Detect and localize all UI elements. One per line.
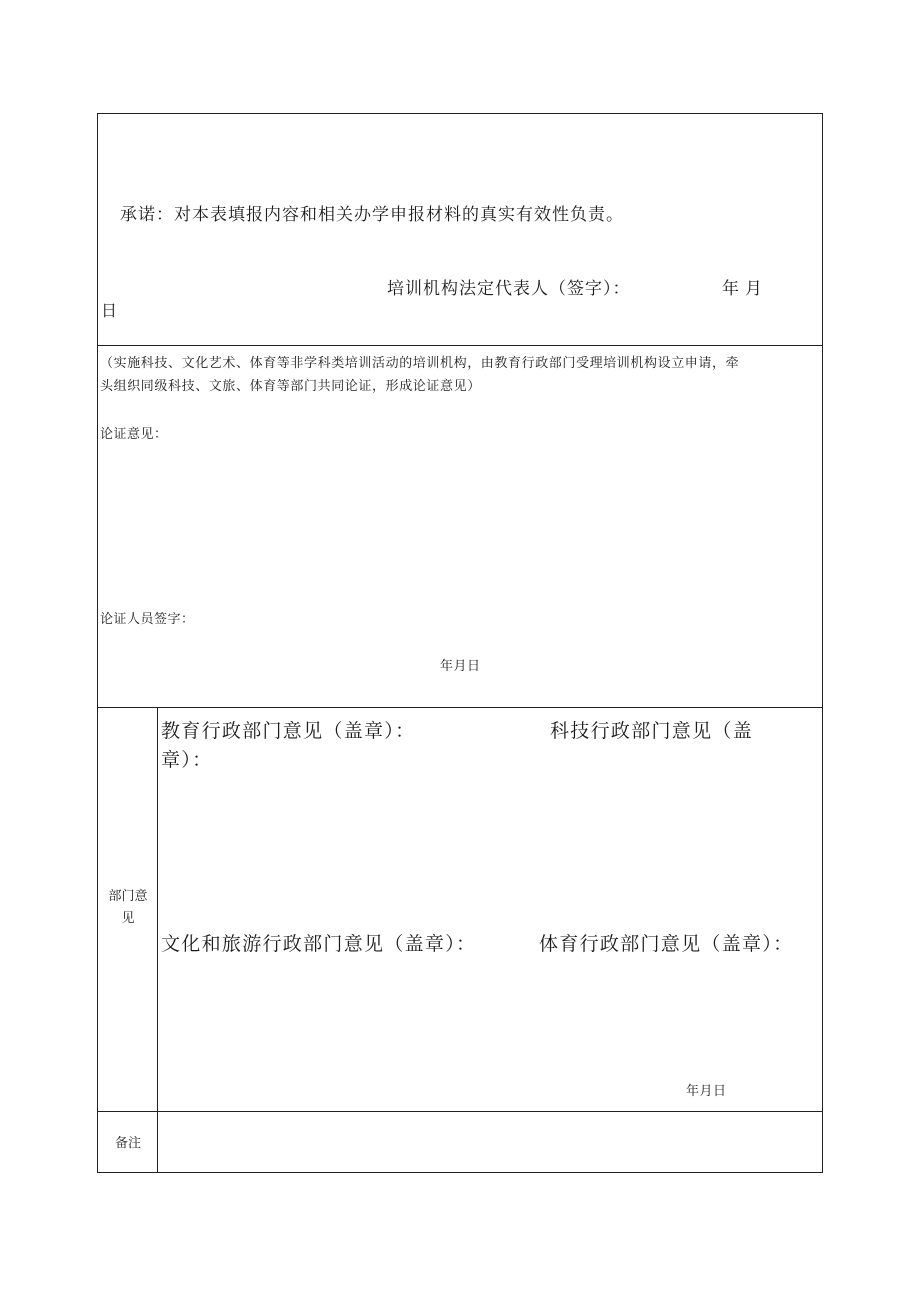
reviewer-signature-label: 论证人员签字：	[100, 612, 195, 627]
education-department-opinion-label: 教育行政部门意见（盖章）：	[161, 720, 416, 742]
culture-tourism-department-opinion-label: 文化和旅游行政部门意见（盖章）：	[161, 933, 477, 955]
review-opinion-label: 论证意见：	[100, 427, 168, 442]
review-date: 年月日	[440, 659, 481, 674]
department-label-line-2: 见	[121, 911, 135, 926]
department-label	[98, 886, 158, 930]
review-note-line-1: （实施科技、文化艺术、体育等非学科类培训活动的培训机构，由教育行政部门受理培训机构设立申请，牵	[100, 356, 740, 371]
department-label-cell	[98, 708, 158, 1111]
pledge-date-day: 日	[101, 301, 118, 320]
pledge-statement: 承诺：对本表填报内容和相关办学申报材料的真实有效性负责。	[120, 205, 624, 225]
pledge-date-year-month: 年月	[722, 279, 768, 299]
pledge-section	[98, 114, 822, 346]
application-form-table	[97, 113, 823, 1173]
science-department-opinion-label: 科技行政部门意见（盖	[550, 720, 754, 742]
sports-department-opinion-label: 体育行政部门意见（盖章）：	[539, 933, 794, 955]
department-opinion-date: 年月日	[686, 1084, 727, 1099]
department-opinion-section	[98, 708, 822, 1112]
review-note-line-2: 头组织同级科技、文旅、体育等部门共同论证，形成论证意见）	[100, 379, 481, 394]
remarks-label-cell	[98, 1112, 158, 1172]
department-label-line-1: 部门意	[108, 889, 148, 904]
review-opinion-section	[98, 346, 822, 708]
legal-representative-signature-label: 培训机构法定代表人（签字）：	[387, 279, 631, 299]
remarks-section	[98, 1112, 822, 1172]
science-department-opinion-label-continued: 章）：	[161, 749, 213, 771]
remarks-label: 备注	[114, 1136, 141, 1151]
